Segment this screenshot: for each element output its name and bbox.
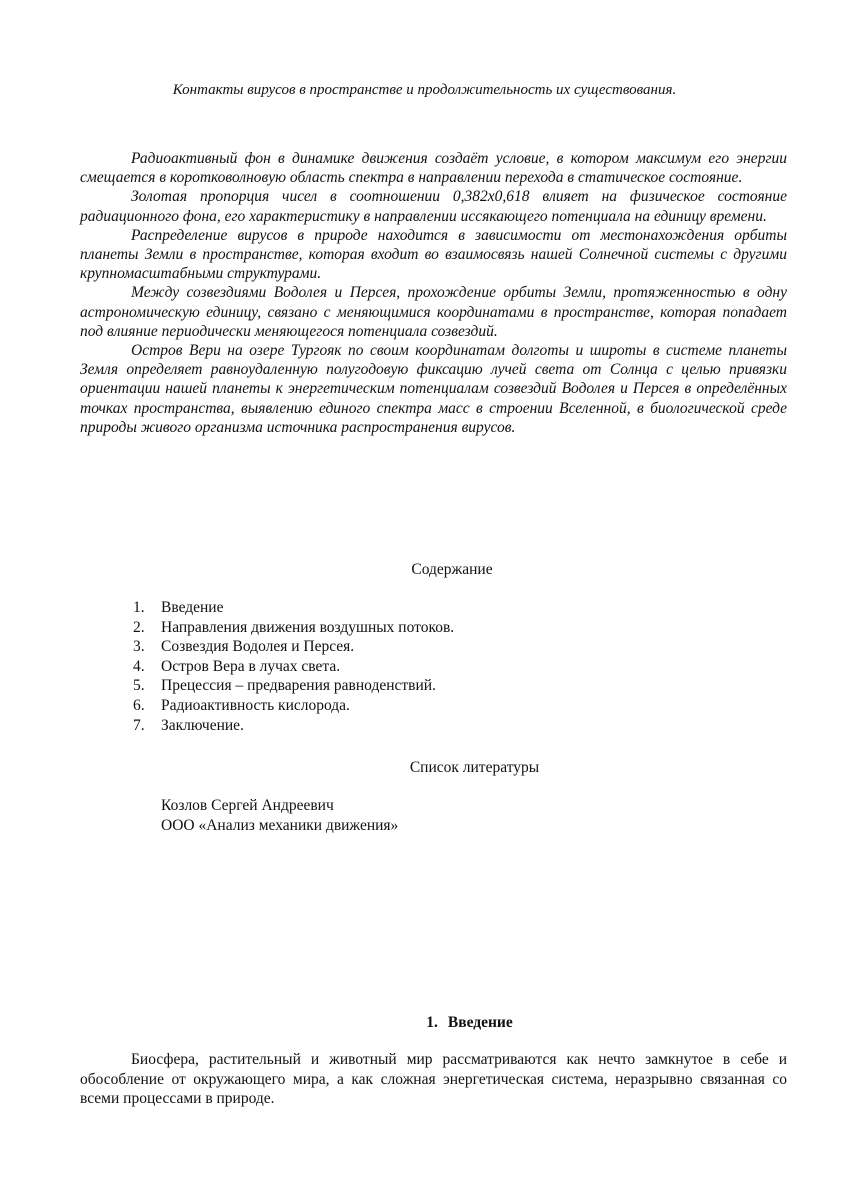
- toc-item-label: Введение: [161, 599, 224, 616]
- author-block: [161, 796, 398, 836]
- toc-item: [133, 716, 454, 736]
- toc-item-number: 5.: [133, 677, 145, 695]
- toc-item-number: 3.: [133, 638, 145, 656]
- toc-item-label: Направления движения воздушных потоков.: [161, 618, 455, 636]
- author-organization: ООО «Анализ механики движения»: [161, 817, 399, 834]
- abstract: [80, 149, 787, 437]
- toc-item: [133, 696, 454, 716]
- toc-item-label: Прецессия – предварения равноденствий.: [161, 677, 436, 695]
- toc-item-number: 2.: [133, 618, 145, 636]
- toc-item-number: 1.: [133, 599, 145, 616]
- toc-item: [133, 657, 454, 677]
- abstract-paragraph: Между созвездиями Водолея и Персея, прохождение орбиты Земли, протяженностью в одну астрономическую единицу, связано с меняющимися координатами в пространстве, которая попадает под влияние периодически меняющегося потенциала созвездий.: [80, 284, 787, 340]
- toc-item-label: Радиоактивность кислорода.: [161, 696, 350, 714]
- section-number: 1.: [426, 1014, 438, 1031]
- section-title: Введение: [447, 1014, 513, 1031]
- abstract-paragraph: Остров Вери на озере Тургояк по своим координатам долготы и широты в системе планеты Земля определяет равноудаленную полугодовую фиксацию лучей света от Солнца с целью привязки ориентации нашей планеты к энергетическим потенциалам созвездий Водолея и Персея в определённых точках пространства, выявлению единого спектра масс в строении Вселенной, в биологической среде природы живого организма источника распространения вирусов.: [80, 342, 787, 436]
- abstract-paragraph: Радиоактивный фон в динамике движения создаёт условие, в котором максимум его энергии смещается в коротковолновую область спектра в направлении перехода в статическое состояние.: [80, 150, 787, 187]
- toc-item-label: Заключение.: [161, 716, 244, 734]
- toc-item-label: Созвездия Водолея и Персея.: [161, 638, 355, 656]
- toc-item-number: 4.: [133, 657, 145, 675]
- abstract-paragraph: Золотая пропорция чисел в соотношении 0,382х0,618 влияет на физическое состояние радиационного фона, его характеристику в направлении иссякающего потенциала на единицу времени.: [80, 188, 787, 225]
- toc-item: [133, 637, 454, 657]
- toc-item: [133, 598, 454, 618]
- document-title: Контакты вирусов в пространстве и продолжительность их существования.: [172, 82, 677, 98]
- section-paragraph: Биосфера, растительный и животный мир рассматриваются как нечто замкнутое в себе и обособление от окружающего мира, а как сложная энергетическая система, неразрывно связанная со всеми процессами в природе.: [80, 1051, 787, 1108]
- section-heading: [0, 1013, 849, 1033]
- toc-item-number: 6.: [133, 696, 145, 714]
- author-name: Козлов Сергей Андреевич: [161, 797, 334, 814]
- contents-heading: Содержание: [411, 561, 493, 578]
- toc-item-number: 7.: [133, 716, 145, 734]
- table-of-contents: [133, 598, 454, 735]
- bibliography-heading: Список литературы: [409, 759, 540, 776]
- abstract-paragraph: Распределение вирусов в природе находится в зависимости от местонахождения орбиты планеты Земли в пространстве, которая входит во взаимосвязь нашей Солнечной системы с другими крупномасштабными структурами.: [80, 226, 787, 283]
- toc-item-label: Остров Вера в лучах света.: [161, 657, 341, 675]
- toc-item: [133, 676, 454, 696]
- toc-item: [133, 618, 454, 638]
